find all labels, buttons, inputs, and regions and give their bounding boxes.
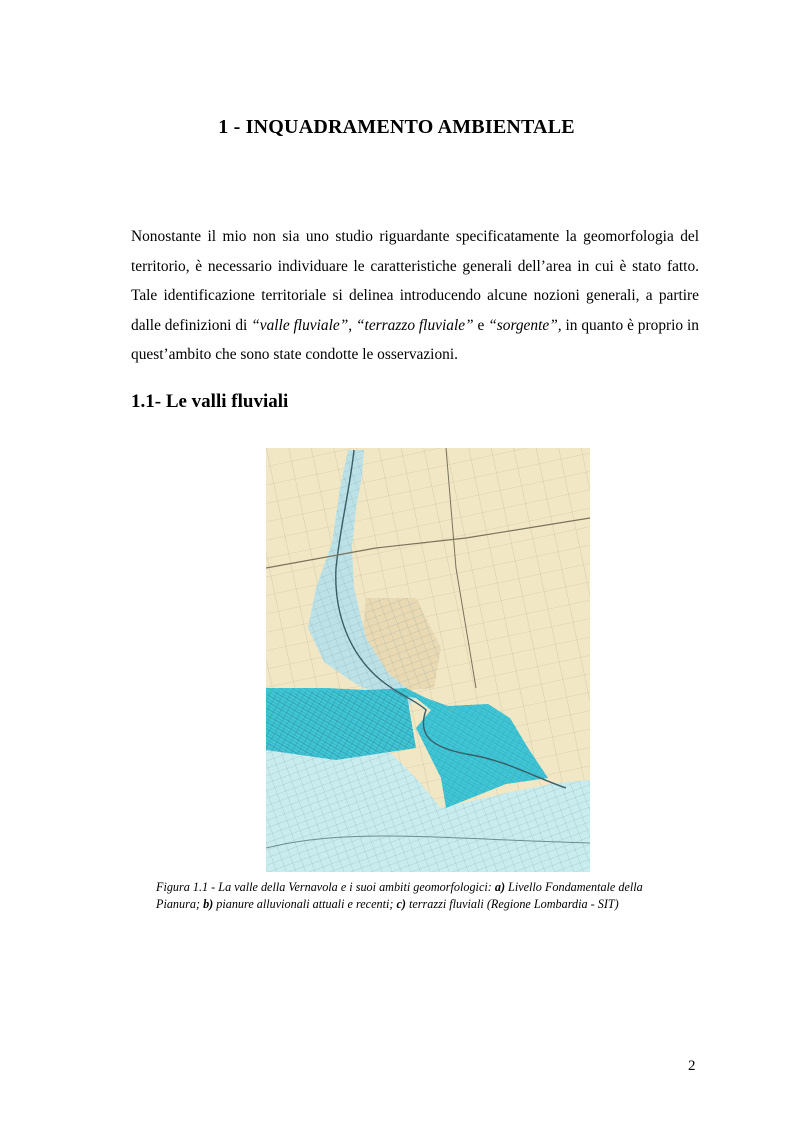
- term-sorgente: “sorgente”,: [488, 316, 562, 334]
- intro-text-end: in quanto è proprio in quest’ambito che sono state condotte le osservazioni.: [131, 316, 699, 363]
- figure-caption: [156, 879, 676, 913]
- map-illustration: [266, 448, 590, 872]
- intro-paragraph: [131, 222, 699, 370]
- intro-separator: ,: [348, 316, 356, 334]
- caption-label-a: a): [494, 880, 505, 894]
- caption-label-c: c): [396, 897, 406, 911]
- caption-text: Figura 1.1 - La valle della Vernavola e i suoi ambiti geomorfologici:: [156, 880, 495, 894]
- figure-map: [266, 448, 590, 872]
- section-title: 1.1- Le valli fluviali: [131, 391, 289, 412]
- caption-label-b: b): [203, 897, 214, 911]
- term-valle-fluviale: “valle fluviale”: [251, 316, 349, 334]
- caption-text-a: Livello Fondamentale della Pianura;: [156, 880, 643, 911]
- page-number: 2: [688, 1058, 696, 1074]
- intro-separator: e: [473, 316, 489, 334]
- intro-text-start: Nonostante il mio non sia uno studio riguardante specificatamente la geomorfologia del territorio, è necessario individuare le caratteristiche generali dell’area in cui è stato fatto. Tale identificazione territoriale si delinea introducendo alcune nozioni generali, a partire dalle definizioni di: [131, 228, 699, 334]
- caption-text-c: terrazzi fluviali (Regione Lombardia - SIT): [405, 897, 619, 911]
- term-terrazzo-fluviale: “terrazzo fluviale”: [356, 316, 474, 334]
- chapter-title: 1 - INQUADRAMENTO AMBIENTALE: [218, 116, 575, 138]
- caption-text-b: pianure alluvionali attuali e recenti;: [213, 897, 397, 911]
